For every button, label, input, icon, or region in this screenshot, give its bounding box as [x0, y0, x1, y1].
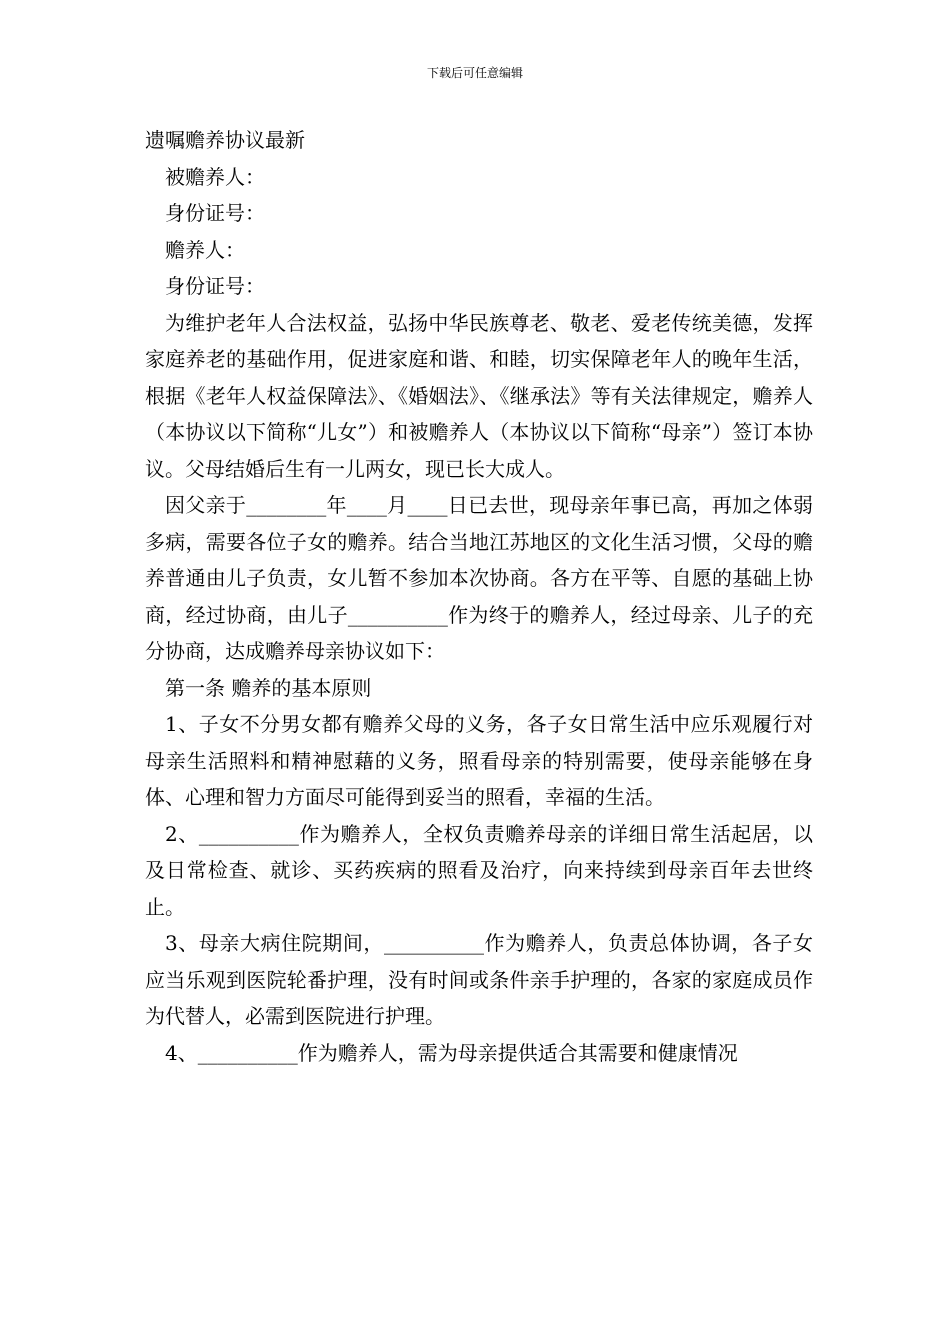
clause-2: 2、__________作为赡养人，全权负责赡养母亲的详细日常生活起居，以及日常检查、就诊、买药疾病的照看及治疗，向来持续到母亲百年去世终止。	[145, 821, 813, 919]
preamble-paragraph: 为维护老年人合法权益，弘扬中华民族尊老、敬老、爱老传统美德，发挥家庭养老的基础作用，促进家庭和谐、和睦，切实保障老年人的晚年生活，根据《老年人权益保障法》、《婚姻法》、《继承法》等有关法律规定，赡养人（本协议以下简称“儿女”）和被赡养人（本协议以下简称“母亲”）签订本协议。父母结婚后生有一儿两女，现已长大成人。	[145, 310, 813, 481]
field-dependent-id: 身份证号：	[165, 201, 265, 225]
clause-3: 3、母亲大病住院期间，__________作为赡养人，负责总体协调，各子女应当乐观到医院轮番护理，没有时间或条件亲手护理的，各家的家庭成员作为代替人，必需到医院进行护理。	[145, 931, 813, 1028]
field-dependent-name: 被赡养人：	[165, 164, 265, 189]
document-title: 遗嘱赡养协议最新	[145, 128, 305, 152]
clause-1: 1、子女不分男女都有赡养父母的义务，各子女日常生活中应乐观履行对母亲生活照料和精神慰藉的义务，照看母亲的特别需要，使母亲能够在身体、心理和智力方面尽可能得到妥当的照看，幸福的生活。	[145, 712, 813, 809]
background-paragraph: 因父亲于________年____月____日已去世，现母亲年事已高，再加之体弱多病，需要各位子女的赡养。结合当地江苏地区的文化生活习惯，父母的赡养普通由儿子负责，女儿暂不参加本次协商。各方在平等、自愿的基础上协商，经过协商，由儿子__________作为终于的赡养人，经过母亲、儿子的充分协商，达成赡养母亲协议如下：	[145, 493, 813, 663]
page-header: 下载后可任意编辑	[426, 66, 523, 80]
field-supporter-id: 身份证号：	[165, 274, 265, 298]
article-heading: 第一条 赡养的基本原则	[165, 675, 372, 700]
field-supporter-name: 赡养人：	[165, 237, 245, 262]
document-body	[145, 122, 813, 1071]
clause-4: 4、__________作为赡养人，需为母亲提供适合其需要和健康情况	[165, 1040, 738, 1065]
